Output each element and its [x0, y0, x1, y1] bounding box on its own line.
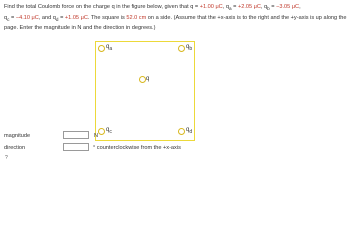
magnitude-unit: N	[94, 133, 99, 139]
direction-unit: ° counterclockwise from the +x-axis	[93, 145, 181, 151]
charge-qb-label: $q_b$	[186, 44, 193, 53]
qa-value: +2.05 μC	[237, 4, 261, 10]
charge-qa-icon	[98, 45, 105, 52]
charge-qb-icon	[178, 45, 185, 52]
side-value: 52.0 cm	[126, 14, 147, 21]
qc-value: −4.10 μC	[15, 14, 39, 21]
magnitude-label: magnitude	[4, 133, 31, 139]
direction-input[interactable]	[63, 143, 89, 151]
charge-qd-label: $q_d$	[186, 127, 193, 136]
direction-label: direction	[4, 145, 26, 151]
charge-q-icon	[139, 76, 146, 83]
charge-square-figure	[95, 41, 195, 141]
qd-value: +1.05 μC	[64, 14, 88, 21]
charge-qa-label: $q_a$	[106, 44, 113, 53]
charge-qd-icon	[178, 128, 185, 135]
help-icon[interactable]: ?	[5, 155, 8, 161]
charge-qc-icon	[98, 128, 105, 135]
charge-qc-label: $q_c$	[106, 127, 112, 136]
charge-q-label: q	[146, 76, 150, 82]
q-value: +1.00 μC	[199, 4, 223, 10]
magnitude-input[interactable]	[63, 131, 89, 139]
qb-value: −3.05 μC	[276, 4, 300, 10]
problem-statement: Find the total Coulomb force on the charge q in the figure below, given that q = +1.00 μC, $q_a = +2.05$ μC, $q_b = -3.05$ μC, $q_c = -4.10$ μC, and $q_d = +1.05$ μC. The square is 52.0 cm on a side. (Assume that the +x-axis is to the right and the +y-axis is up along the page. Enter the magnitude in N and the direction in degrees.)	[4, 4, 347, 32]
